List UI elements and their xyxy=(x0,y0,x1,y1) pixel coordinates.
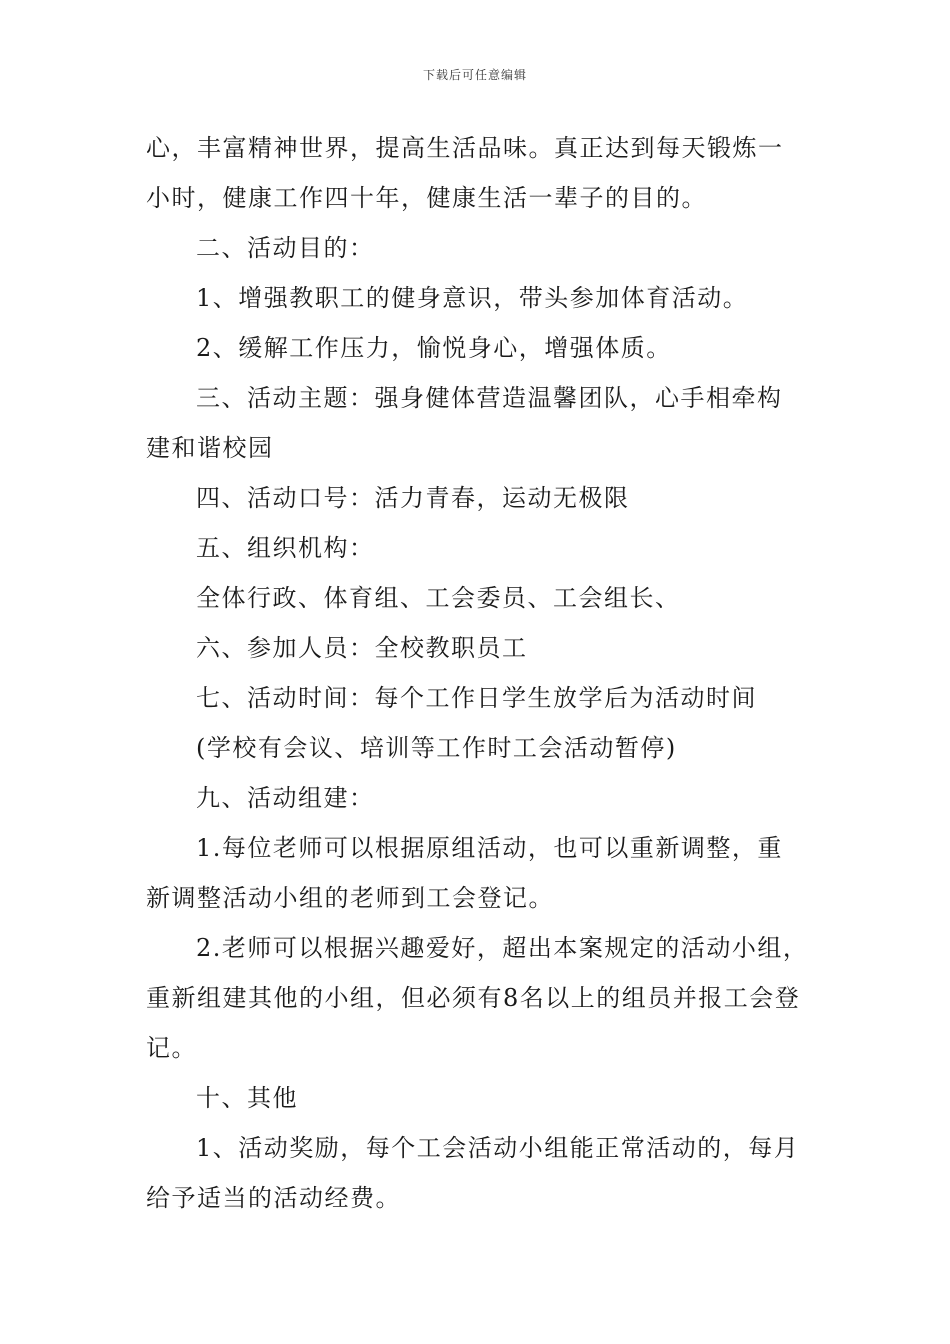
body-line: 新调整活动小组的老师到工会登记。 xyxy=(146,884,554,912)
page-header: 下载后可任意编辑 xyxy=(422,68,527,82)
body-line: 记。 xyxy=(146,1034,197,1062)
body-line: 全体行政、体育组、工会委员、工会组长、 xyxy=(196,584,681,612)
body-line: 小时，健康工作四十年，健康生活一辈子的目的。 xyxy=(146,184,707,212)
section-heading: 七、活动时间：每个工作日学生放学后为活动时间 xyxy=(196,684,757,712)
section-heading: 二、活动目的： xyxy=(196,234,375,262)
body-line: 2、缓解工作压力，愉悦身心，增强体质。 xyxy=(196,334,672,362)
body-line: 心，丰富精神世界，提高生活品味。真正达到每天锻炼一 xyxy=(146,134,784,162)
body-line: 建和谐校园 xyxy=(146,434,274,462)
body-line: 2.老师可以根据兴趣爱好，超出本案规定的活动小组， xyxy=(196,934,809,962)
section-heading: 四、活动口号：活力青春，运动无极限 xyxy=(196,484,630,512)
body-line: (学校有会议、培训等工作时工会活动暂停) xyxy=(196,734,677,762)
section-heading: 六、参加人员：全校教职员工 xyxy=(196,634,528,662)
section-heading: 十、其他 xyxy=(196,1084,298,1112)
body-line: 1、活动奖励，每个工会活动小组能正常活动的，每月 xyxy=(196,1134,800,1162)
body-line: 1、增强教职工的健身意识，带头参加体育活动。 xyxy=(196,284,749,312)
section-heading: 三、活动主题：强身健体营造温馨团队，心手相牵构 xyxy=(196,384,783,412)
body-line: 1.每位老师可以根据原组活动，也可以重新调整，重 xyxy=(196,834,783,862)
section-heading: 五、组织机构： xyxy=(196,534,375,562)
body-line: 重新组建其他的小组，但必须有8名以上的组员并报工会登 xyxy=(146,984,801,1012)
body-line: 给予适当的活动经费。 xyxy=(146,1184,401,1212)
section-heading: 九、活动组建： xyxy=(196,784,375,812)
